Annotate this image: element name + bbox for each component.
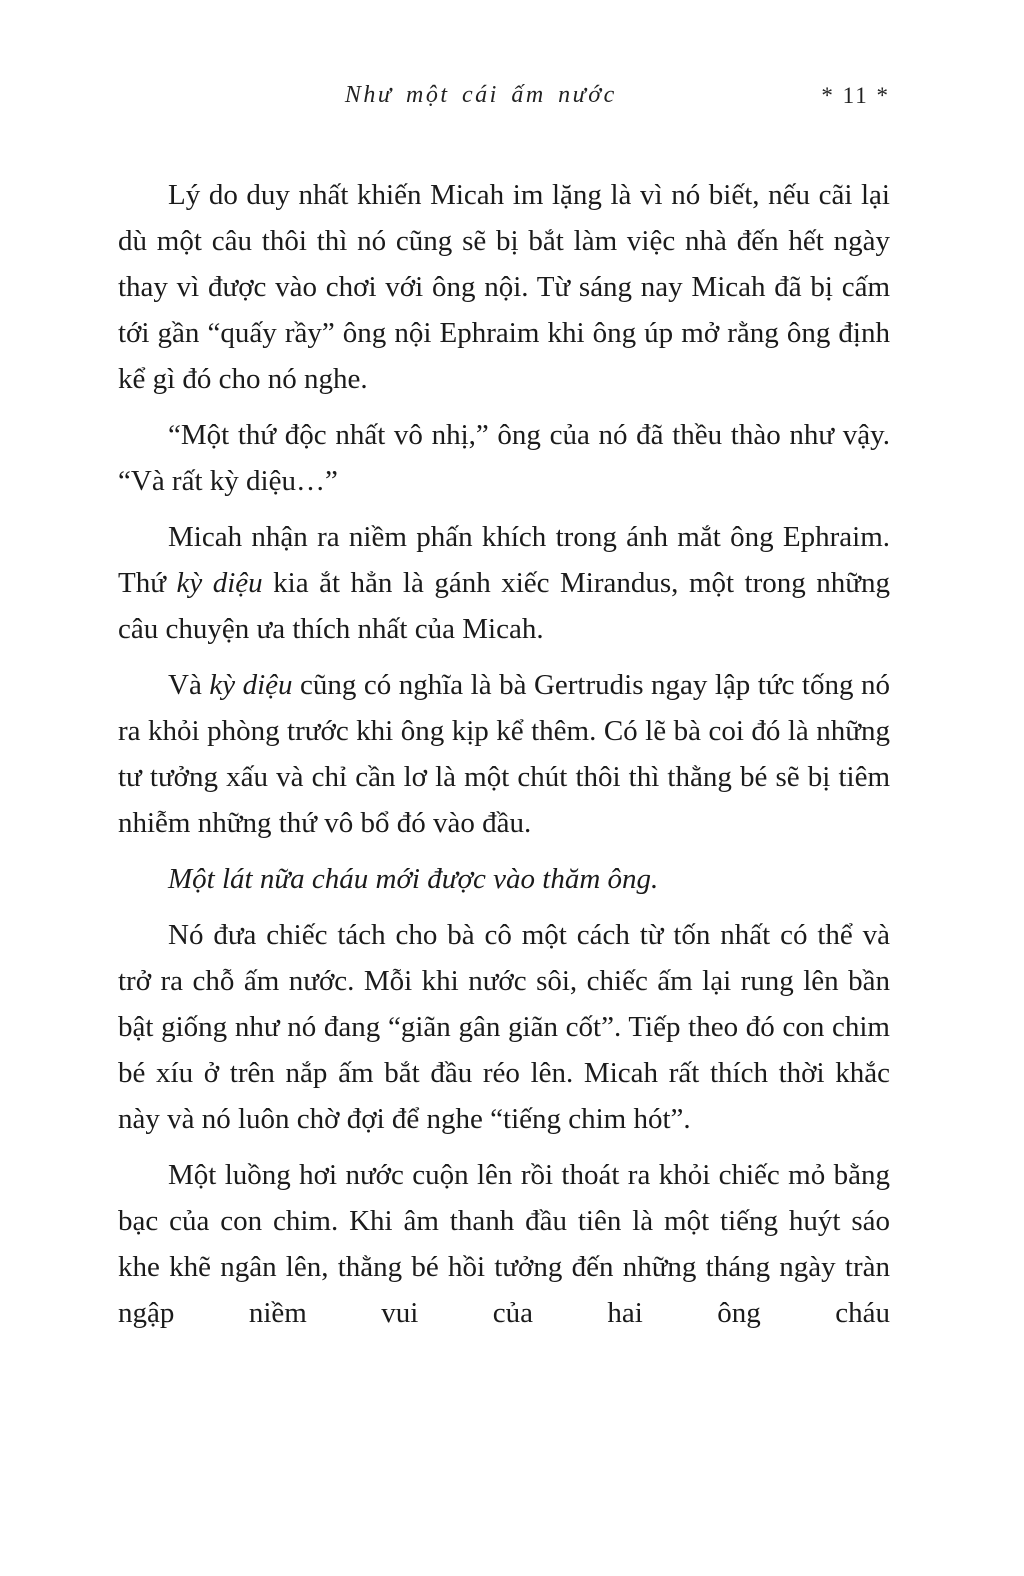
paragraph xyxy=(118,912,890,1142)
text-run: kia ắt hẳn là gánh xiếc Mirandus, một trong những câu chuyện ưa thích nhất của Micah. xyxy=(118,567,891,645)
paragraph xyxy=(118,172,890,402)
italic-text-run: kỳ diệu xyxy=(176,567,263,599)
paragraph xyxy=(118,514,890,652)
paragraph xyxy=(118,412,890,504)
text-run: Một luồng hơi nước cuộn lên rồi thoát ra khỏi chiếc mỏ bằng bạc của con chim. Khi âm thanh đầu tiên là một tiếng huýt sáo khe khẽ ngân lên, thằng bé hồi tưởng đến những tháng ngày tràn ngập niềm vui của hai ông cháu xyxy=(118,1159,890,1329)
text-run: Nó đưa chiếc tách cho bà cô một cách từ tốn nhất có thể và trở ra chỗ ấm nước. Mỗi khi nước sôi, chiếc ấm lại rung lên bần bật giống như nó đang “giãn gân giãn cốt”. Tiếp theo đó con chim bé xíu ở trên nắp ấm bắt đầu réo lên. Micah rất thích thời khắc này và nó luôn chờ đợi để nghe “tiếng chim hót”. xyxy=(118,919,890,1135)
page-body xyxy=(118,172,890,1346)
running-header-title: Như một cái ấm nước xyxy=(344,82,617,108)
text-run: Lý do duy nhất khiến Micah im lặng là vì nó biết, nếu cãi lại dù một câu thôi thì nó cũng sẽ bị bắt làm việc nhà đến hết ngày thay vì được vào chơi với ông nội. Từ sáng nay Micah đã bị cấm tới gần “quấy rầy” ông nội Ephraim khi ông úp mở rằng ông định kể gì đó cho nó nghe. xyxy=(118,179,890,395)
paragraph xyxy=(118,662,890,846)
text-run: cũng có nghĩa là bà Gertrudis ngay lập tức tống nó ra khỏi phòng trước khi ông kịp kể thêm. Có lẽ bà coi đó là những tư tưởng xấu và chỉ cần lơ là một chút thôi thì thằng bé sẽ bị tiêm nhiễm những thứ vô bổ đó vào đầu. xyxy=(118,669,890,839)
running-header xyxy=(118,82,890,116)
italic-text-run: kỳ diệu xyxy=(209,669,293,701)
paragraph xyxy=(118,856,890,902)
text-run: Và xyxy=(168,669,210,701)
paragraph xyxy=(118,1152,890,1336)
text-run: “Một thứ độc nhất vô nhị,” ông của nó đã thều thào như vậy. “Và rất kỳ diệu…” xyxy=(118,419,890,497)
italic-text-run: Một lát nữa cháu mới được vào thăm ông. xyxy=(168,863,659,895)
text-run: Micah nhận ra niềm phấn khích trong ánh mắt ông Ephraim. Thứ xyxy=(118,521,890,599)
page-number: * 11 * xyxy=(821,83,890,108)
